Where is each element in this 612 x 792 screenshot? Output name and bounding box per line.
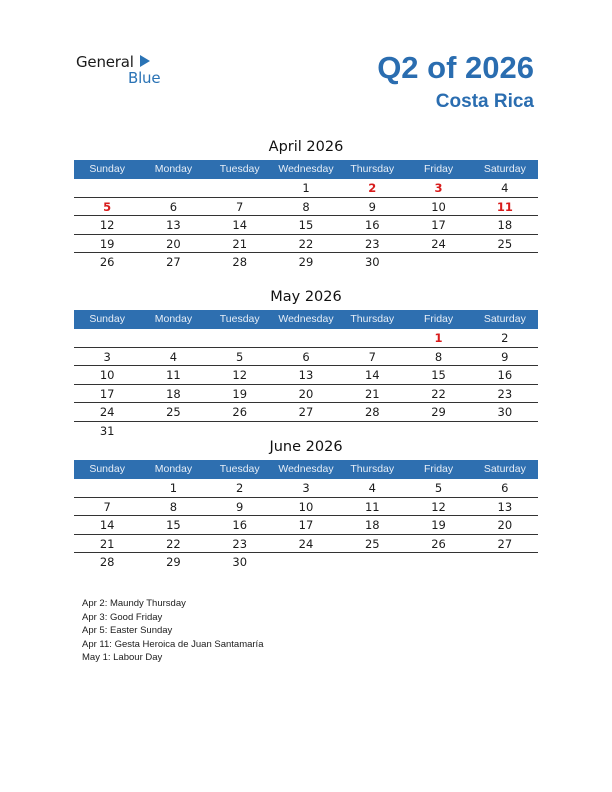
day-cell: 27 (497, 536, 513, 551)
day-cell: 26 (99, 255, 115, 269)
day-cell: 6 (501, 481, 509, 495)
day-cell: 16 (232, 518, 248, 532)
week-row (74, 403, 538, 422)
week-row (74, 516, 538, 535)
day-cell: 8 (169, 499, 178, 514)
day-cell: 20 (166, 236, 181, 251)
day-cell: 11 (166, 368, 181, 382)
day-cell: 20 (497, 518, 513, 532)
day-cell: 13 (497, 499, 513, 514)
empty-day-cell (405, 553, 471, 571)
empty-day-cell (74, 179, 140, 197)
weekday-label: Sunday (89, 163, 125, 175)
month-calendar-june (74, 437, 538, 571)
week-row (74, 385, 538, 404)
day-cell: 7 (236, 199, 244, 214)
day-cell: 27 (298, 405, 314, 419)
day-cell: 20 (298, 386, 314, 401)
weekday-label: Sunday (89, 463, 125, 475)
day-cell: 23 (364, 236, 380, 251)
holiday-note: Apr 5: Easter Sunday (82, 625, 173, 636)
day-cell: 1 (434, 331, 443, 345)
day-cell: 2 (236, 481, 244, 495)
day-cell: 11 (496, 199, 513, 214)
day-cell: 30 (232, 555, 248, 569)
day-cell: 26 (232, 405, 248, 419)
month-calendar-april (74, 137, 538, 271)
country-name: Costa Rica (435, 91, 534, 112)
day-cell: 19 (99, 236, 115, 251)
day-cell: 28 (99, 555, 115, 569)
day-cell: 22 (166, 536, 181, 551)
day-cell: 23 (232, 536, 248, 551)
day-cell: 13 (166, 218, 181, 232)
weekday-label: Monday (154, 163, 193, 175)
weekday-label: Thursday (350, 313, 395, 325)
week-row (74, 479, 538, 498)
holiday-note: Apr 3: Good Friday (82, 611, 163, 623)
day-cell: 13 (298, 368, 314, 382)
logo-triangle-icon (140, 55, 150, 67)
day-cell: 15 (298, 218, 314, 232)
logo-blue-text: Blue (128, 69, 161, 87)
empty-day-cell (472, 253, 538, 271)
week-row (74, 253, 538, 271)
holiday-note: Apr 2: Maundy Thursday (82, 598, 186, 609)
day-cell: 6 (302, 349, 310, 364)
day-cell: 28 (364, 405, 380, 419)
day-cell: 16 (364, 218, 380, 232)
day-cell: 25 (497, 236, 513, 251)
day-cell: 29 (298, 255, 314, 269)
day-cell: 24 (431, 236, 446, 251)
day-cell: 15 (431, 368, 446, 382)
week-row (74, 348, 538, 367)
day-cell: 24 (99, 405, 115, 419)
day-cell: 9 (368, 199, 376, 214)
week-row (74, 553, 538, 571)
day-cell: 25 (364, 536, 380, 551)
day-cell: 25 (166, 405, 181, 419)
day-cell: 14 (364, 368, 380, 382)
day-cell: 21 (232, 236, 248, 251)
weekday-label: Tuesday (219, 163, 260, 175)
weekday-label: Thursday (350, 463, 395, 475)
empty-day-cell (74, 479, 140, 497)
holiday-note: May 1: Labour Day (82, 652, 163, 663)
day-cell: 24 (298, 536, 314, 551)
day-cell: 14 (99, 518, 115, 532)
day-cell: 4 (169, 349, 178, 364)
day-cell: 23 (497, 386, 513, 401)
day-cell: 28 (232, 255, 248, 269)
weekday-label: Friday (423, 163, 454, 175)
weekday-label: Monday (154, 313, 193, 325)
day-cell: 1 (302, 181, 310, 195)
day-cell: 27 (166, 255, 181, 269)
day-cell: 2 (368, 181, 377, 195)
day-cell: 26 (431, 536, 446, 551)
day-cell: 9 (501, 349, 509, 364)
day-cell: 14 (232, 218, 248, 232)
day-cell: 4 (368, 481, 376, 495)
page-title: Q2 of 2026 (377, 50, 534, 85)
holiday-note: Apr 11: Gesta Heroica de Juan Santamaría (82, 638, 264, 650)
day-cell: 22 (431, 386, 446, 401)
day-cell: 31 (99, 423, 115, 438)
empty-day-cell (140, 179, 206, 197)
day-cell: 12 (431, 499, 446, 514)
day-cell: 19 (431, 518, 446, 532)
weekday-label: Monday (154, 463, 193, 475)
day-cell: 12 (99, 218, 115, 232)
empty-day-cell (472, 553, 538, 571)
day-cell: 30 (497, 405, 513, 419)
day-cell: 30 (364, 255, 380, 269)
day-cell: 3 (434, 181, 443, 195)
day-cell: 10 (99, 368, 115, 382)
empty-day-cell (273, 553, 339, 571)
day-cell: 10 (431, 199, 446, 214)
day-cell: 3 (302, 481, 310, 495)
holiday-notes (82, 597, 263, 665)
empty-day-cell (207, 179, 273, 197)
week-row (74, 179, 538, 198)
weekday-header (74, 160, 538, 179)
day-cell: 10 (298, 499, 314, 514)
day-cell: 17 (431, 218, 446, 232)
logo-general-text: General (76, 53, 134, 71)
weekday-header (74, 310, 538, 329)
day-cell: 8 (434, 349, 443, 364)
weekday-label: Wednesday (278, 463, 334, 475)
day-cell: 3 (103, 349, 111, 364)
weekday-label: Saturday (483, 463, 526, 475)
day-cell: 8 (302, 199, 310, 214)
day-cell: 16 (497, 368, 513, 382)
day-cell: 17 (298, 518, 314, 532)
day-cell: 4 (501, 181, 509, 195)
day-cell: 5 (236, 349, 244, 364)
empty-day-cell (339, 329, 405, 347)
day-cell: 9 (236, 499, 244, 514)
day-cell: 21 (99, 536, 115, 551)
week-row (74, 366, 538, 385)
week-row (74, 329, 538, 348)
day-cell: 15 (166, 518, 181, 532)
weekday-label: Wednesday (278, 313, 334, 325)
weekday-label: Thursday (350, 163, 395, 175)
week-row (74, 216, 538, 235)
day-cell: 19 (232, 386, 248, 401)
empty-day-cell (207, 329, 273, 347)
day-cell: 18 (497, 218, 513, 232)
day-cell: 6 (169, 199, 178, 214)
logo (76, 53, 176, 89)
day-cell: 7 (103, 499, 111, 514)
day-cell: 5 (434, 481, 443, 495)
day-cell: 2 (501, 331, 509, 345)
month-calendar-may (74, 287, 538, 439)
day-cell: 17 (99, 386, 115, 401)
weekday-label: Sunday (89, 313, 125, 325)
day-cell: 1 (169, 481, 178, 495)
week-row (74, 535, 538, 554)
empty-day-cell (74, 329, 140, 347)
day-cell: 5 (103, 199, 112, 214)
weekday-label: Saturday (483, 163, 526, 175)
day-cell: 29 (431, 405, 446, 419)
weekday-label: Wednesday (278, 163, 334, 175)
day-cell: 18 (166, 386, 181, 401)
month-title: April 2026 (268, 139, 344, 155)
day-cell: 11 (364, 499, 380, 514)
weekday-label: Friday (423, 463, 454, 475)
day-cell: 12 (232, 368, 248, 382)
week-row (74, 198, 538, 217)
weekday-header (74, 460, 538, 479)
day-cell: 22 (298, 236, 314, 251)
empty-day-cell (273, 329, 339, 347)
weekday-label: Saturday (483, 313, 526, 325)
weekday-label: Tuesday (219, 463, 260, 475)
day-cell: 29 (166, 555, 181, 569)
empty-day-cell (405, 253, 471, 271)
day-cell: 18 (364, 518, 380, 532)
week-row (74, 498, 538, 517)
month-title: June 2026 (269, 439, 343, 455)
weekday-label: Friday (423, 313, 454, 325)
week-row (74, 235, 538, 254)
day-cell: 7 (368, 349, 376, 364)
month-title: May 2026 (270, 289, 342, 305)
empty-day-cell (140, 329, 206, 347)
day-cell: 21 (364, 386, 380, 401)
empty-day-cell (339, 553, 405, 571)
weekday-label: Tuesday (219, 313, 260, 325)
